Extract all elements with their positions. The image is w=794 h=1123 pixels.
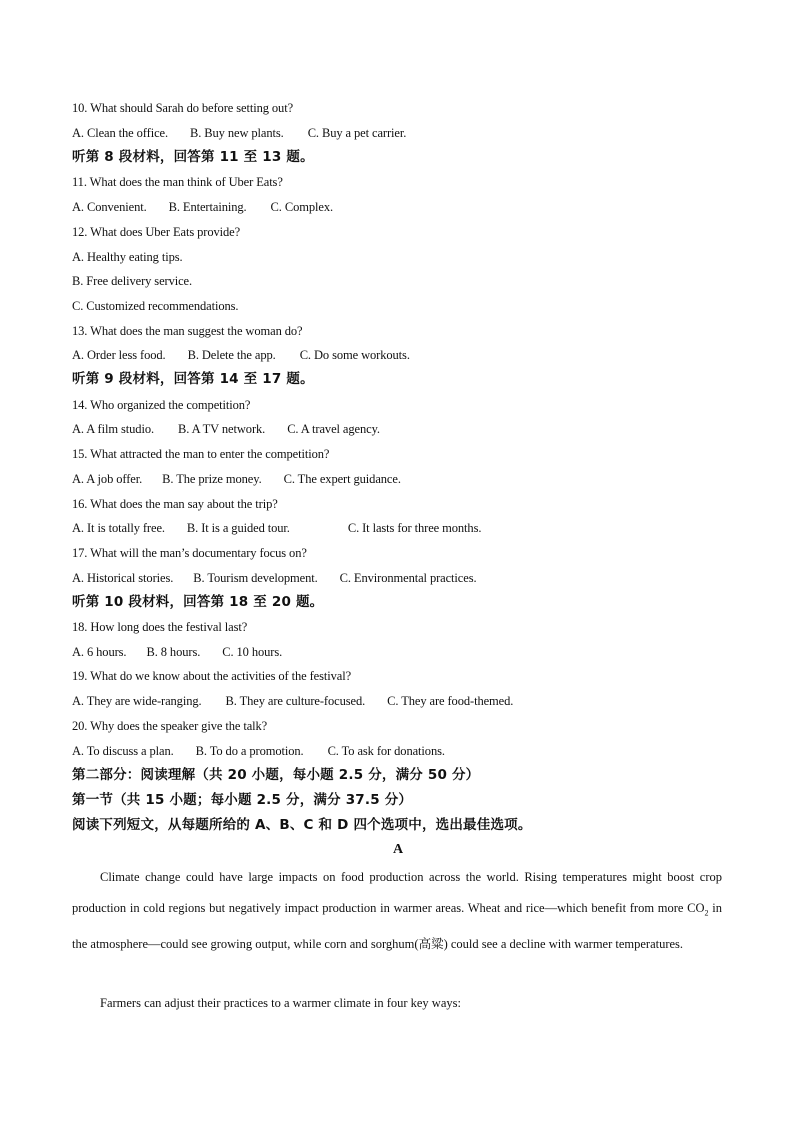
subscript-2: 2 — [704, 908, 709, 918]
option-b: B. To do a promotion. — [195, 744, 304, 758]
question-20: 20. Why does the speaker give the talk? — [72, 719, 268, 733]
option-c: C. Complex. — [270, 200, 333, 214]
option-b: B. It is a guided tour. — [186, 521, 290, 535]
option-b: B. A TV network. — [178, 422, 266, 436]
options-14 — [72, 421, 380, 437]
option-c: C. To ask for donations. — [327, 744, 445, 758]
question-16: 16. What does the man say about the trip? — [72, 497, 278, 511]
passage-paragraph-1 — [72, 862, 722, 960]
option-c: C. It lasts for three months. — [347, 521, 482, 535]
question-15: 15. What attracted the man to enter the competition? — [72, 447, 330, 461]
option-c: C. A travel agency. — [287, 422, 380, 436]
options-11 — [72, 199, 333, 215]
paragraph-1-text-b: in the atmosphere—could see growing output, while corn and sorghum(高粱) could see a decline with warmer temperatures. — [72, 901, 722, 952]
question-11: 11. What does the man think of Uber Eats? — [72, 175, 283, 189]
option-c: C. 10 hours. — [222, 645, 283, 659]
option-b: B. They are culture-focused. — [225, 694, 366, 708]
option-a: A. To discuss a plan. — [72, 744, 174, 758]
option-b: B. 8 hours. — [146, 645, 201, 659]
question-14: 14. Who organized the competition? — [72, 398, 251, 412]
option-a: A. A film studio. — [72, 422, 154, 436]
option-a: A. Order less food. — [72, 348, 166, 362]
options-15 — [72, 471, 401, 487]
option-a: A. They are wide-ranging. — [72, 694, 202, 708]
question-17: 17. What will the man’s documentary focus on? — [72, 546, 307, 560]
options-20 — [72, 743, 445, 759]
question-18: 18. How long does the festival last? — [72, 620, 248, 634]
option-b: B. Buy new plants. — [190, 126, 284, 140]
option-b: B. Free delivery service. — [72, 274, 193, 288]
question-19: 19. What do we know about the activities of the festival? — [72, 669, 352, 683]
options-16 — [72, 520, 481, 536]
option-a: A. Convenient. — [72, 200, 147, 214]
reading-section-title: 第一节（共 15 小题；每小题 2.5 分，满分 37.5 分） — [72, 792, 413, 808]
options-18 — [72, 644, 282, 660]
passage-label: A — [392, 842, 404, 857]
options-13 — [72, 347, 410, 363]
question-12: 12. What does Uber Eats provide? — [72, 225, 241, 239]
option-b: B. The prize money. — [162, 472, 262, 486]
option-c: C. Do some workouts. — [299, 348, 410, 362]
option-a: A. It is totally free. — [72, 521, 165, 535]
options-17 — [72, 570, 476, 586]
options-19 — [72, 693, 513, 709]
question-10: 10. What should Sarah do before setting out? — [72, 101, 294, 115]
passage-paragraph-2: Farmers can adjust their practices to a warmer climate in four key ways: — [100, 996, 461, 1010]
option-b: B. Delete the app. — [187, 348, 276, 362]
option-a: A. Clean the office. — [72, 126, 168, 140]
option-c: C. They are food-themed. — [387, 694, 514, 708]
option-b: B. Entertaining. — [168, 200, 247, 214]
option-a: A. Healthy eating tips. — [72, 250, 183, 264]
option-b: B. Tourism development. — [193, 571, 318, 585]
option-a: A. Historical stories. — [72, 571, 174, 585]
section-9-heading: 听第 9 段材料，回答第 14 至 17 题。 — [72, 371, 314, 387]
option-a: A. 6 hours. — [72, 645, 127, 659]
reading-part-title: 第二部分：阅读理解（共 20 小题，每小题 2.5 分，满分 50 分） — [72, 767, 480, 783]
section-8-heading: 听第 8 段材料，回答第 11 至 13 题。 — [72, 149, 314, 165]
question-13: 13. What does the man suggest the woman do? — [72, 324, 303, 338]
paragraph-1-text-a: Climate change could have large impacts on food production across the world. Rising temperatures might boost crop production in cold regions but negatively impact production in warmer areas. Wheat and rice—which benefit from more CO — [72, 870, 722, 916]
option-a: A. A job offer. — [72, 472, 143, 486]
option-c: C. Customized recommendations. — [72, 299, 239, 313]
section-10-heading: 听第 10 段材料，回答第 18 至 20 题。 — [72, 594, 324, 610]
option-c: C. Environmental practices. — [339, 571, 477, 585]
options-10 — [72, 125, 406, 141]
reading-instruction: 阅读下列短文，从每题所给的 A、B、C 和 D 四个选项中，选出最佳选项。 — [72, 817, 532, 833]
option-c: C. Buy a pet carrier. — [307, 126, 407, 140]
option-c: C. The expert guidance. — [283, 472, 401, 486]
